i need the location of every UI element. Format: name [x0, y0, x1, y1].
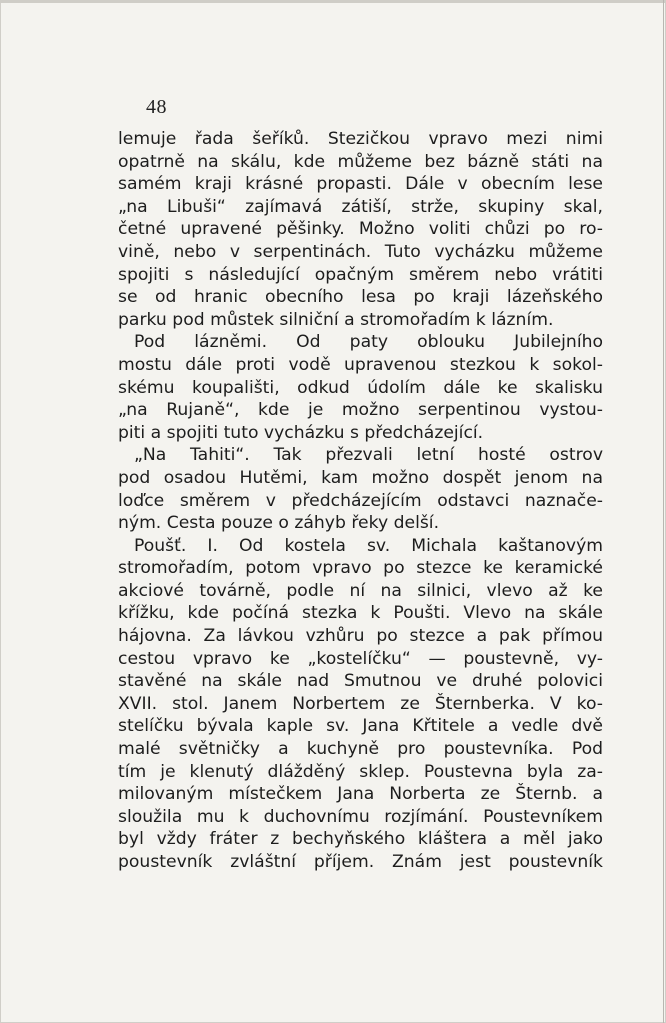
text-line-31: sloužila mu k duchovnímu rozjímání. Poustevníkem: [118, 806, 603, 827]
top-page-edge: [0, 0, 666, 3]
text-line-7: spojiti s následující opačným směrem nebo vrátiti: [118, 264, 603, 285]
text-line-11: mostu dále proti vodě upravenou stezkou k sokol-: [118, 354, 603, 375]
text-line-23: hájovna. Za lávkou vzhůru po stezce a pak přímou: [118, 626, 603, 647]
text-line-13: „na Rujaně“, kde je možno serpentinou vystou-: [118, 400, 603, 421]
text-line-12: skému koupališti, odkud údolím dále ke skalisku: [118, 377, 603, 398]
text-line-26: XVII. stol. Janem Norbertem ze Šternberka. V ko-: [118, 693, 603, 714]
text-line-30: milovaným místečkem Jana Norberta ze Šternb. a: [118, 784, 603, 805]
text-line-27: stelíčku bývala kaple sv. Jana Křtitele a vedle dvě: [118, 716, 603, 737]
text-line-15: „Na Tahiti“. Tak přezvali letní hosté ostrov: [134, 445, 603, 466]
text-line-5: četné upravené pěšinky. Možno voliti chůzi po ro-: [118, 219, 603, 240]
text-line-20: stromořadím, potom vpravo po stezce ke keramické: [118, 558, 603, 579]
text-line-32: byl vždy fráter z bechyňského kláštera a měl jako: [118, 829, 603, 850]
text-line-28: malé světničky a kuchyně pro poustevníka. Pod: [118, 739, 603, 760]
text-line-9: parku pod můstek silniční a stromořadím k lázním.: [118, 309, 554, 330]
text-line-3: samém kraji krásné propasti. Dále v obecním lese: [118, 174, 603, 195]
body-text: [118, 128, 603, 874]
text-line-14: piti a spojiti tuto vycházku s předcházející.: [118, 422, 484, 443]
page-edge-line: [663, 0, 664, 1023]
text-line-17: loďce směrem v předcházejícím odstavci naznače-: [118, 490, 603, 511]
text-line-24: cestou vpravo ke „kostelíčku“ — poustevně, vy-: [118, 648, 603, 669]
text-line-16: pod osadou Hutěmi, kam možno dospět jenom na: [118, 467, 603, 488]
text-line-1: lemuje řada šeříků. Stezičkou vpravo mezi nimi: [118, 129, 603, 149]
text-line-8: se od hranic obecního lesa po kraji lázeňského: [118, 287, 603, 308]
text-line-22: křížku, kde počíná stezka k Poušti. Vlevo na skále: [118, 603, 603, 624]
text-line-18: ným. Cesta pouze o záhyb řeky delší.: [118, 513, 440, 534]
page-number: 48: [146, 96, 167, 118]
text-line-33: poustevník zvláštní příjem. Znám jest poustevník: [118, 852, 603, 872]
text-line-2: opatrně na skálu, kde můžeme bez bázně státi na: [118, 151, 603, 172]
text-line-4: „na Libuši“ zajímavá zátiší, strže, skupiny skal,: [118, 196, 603, 217]
text-line-6: vině, nebo v serpentinách. Tuto vycházku můžeme: [118, 241, 603, 262]
text-line-21: akciové továrně, podle ní na silnici, vlevo až ke: [118, 580, 603, 601]
text-line-19: Poušť. I. Od kostela sv. Michala kaštanovým: [134, 535, 603, 556]
text-line-25: stavěné na skále nad Smutnou ve druhé polovici: [118, 671, 603, 692]
text-line-10: Pod lázněmi. Od paty oblouku Jubilejního: [134, 332, 603, 353]
text-line-29: tím je klenutý dlážděný sklep. Poustevna byla za-: [118, 761, 603, 782]
